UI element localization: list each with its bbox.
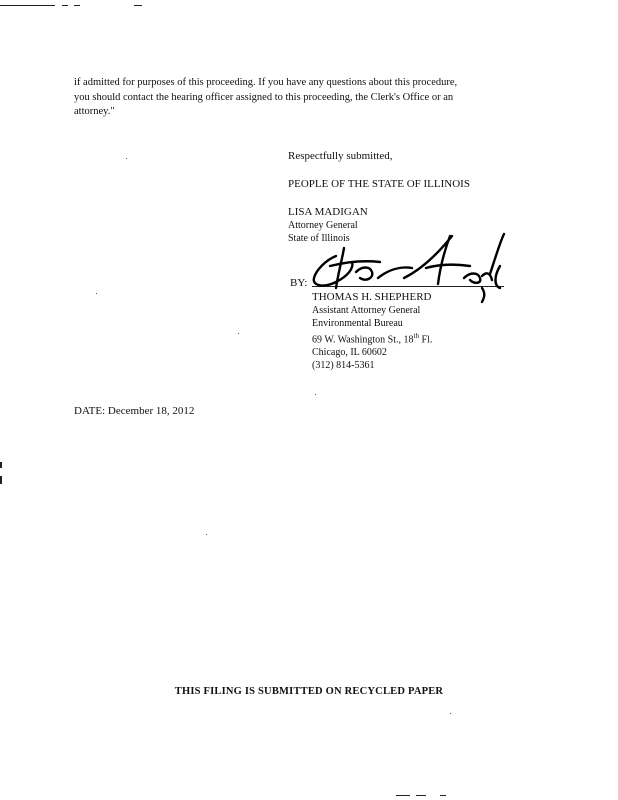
scan-speck [450,713,451,714]
signer-title: Assistant Attorney General [312,305,421,316]
signer-address-street: 69 W. Washington St., 18th Fl. [312,332,433,346]
scan-speck [238,333,239,334]
signer-bureau: Environmental Bureau [312,318,403,329]
scan-mark-left-edge [0,462,2,468]
scan-mark-top-left [0,5,55,6]
attorney-general-title: Attorney General [288,220,358,231]
closing-salutation: Respectfully submitted, [288,150,393,162]
date-line [74,404,194,418]
body-line: you should contact the hearing officer assigned to this proceeding, the Clerk's Office or an [74,91,454,103]
body-paragraph [74,76,544,120]
signer-address-city: Chicago, IL 60602 [312,347,387,359]
scan-mark-bottom [416,795,426,796]
recycled-paper-notice: THIS FILING IS SUBMITTED ON RECYCLED PAPER [174,686,444,697]
attorney-general-state: State of Illinois [288,233,350,244]
by-label: BY: [290,277,308,289]
scan-mark-bottom [396,795,410,796]
scan-mark-top-dash [62,5,68,6]
body-line: attorney." [74,106,115,117]
scan-speck [126,158,127,159]
date-value: December 18, 2012 [107,405,195,417]
scan-mark-left-edge [0,476,2,484]
scan-mark-bottom [440,795,446,796]
body-line: if admitted for purposes of this proceeding. If you have any questions about this procedure, [74,77,458,88]
scan-mark-top-dash [74,5,80,6]
scan-speck [96,293,97,294]
signer-name: THOMAS H. SHEPHERD [312,291,432,303]
party-name: PEOPLE OF THE STATE OF ILLINOIS [288,178,470,190]
scan-mark-top-dash [134,5,142,6]
scan-speck [206,534,207,535]
signer-phone: (312) 814-5361 [312,360,375,372]
date-label: DATE: [74,405,106,417]
signer-block [312,290,432,372]
scan-speck [315,394,316,395]
attorney-general-name: LISA MADIGAN [288,206,368,218]
